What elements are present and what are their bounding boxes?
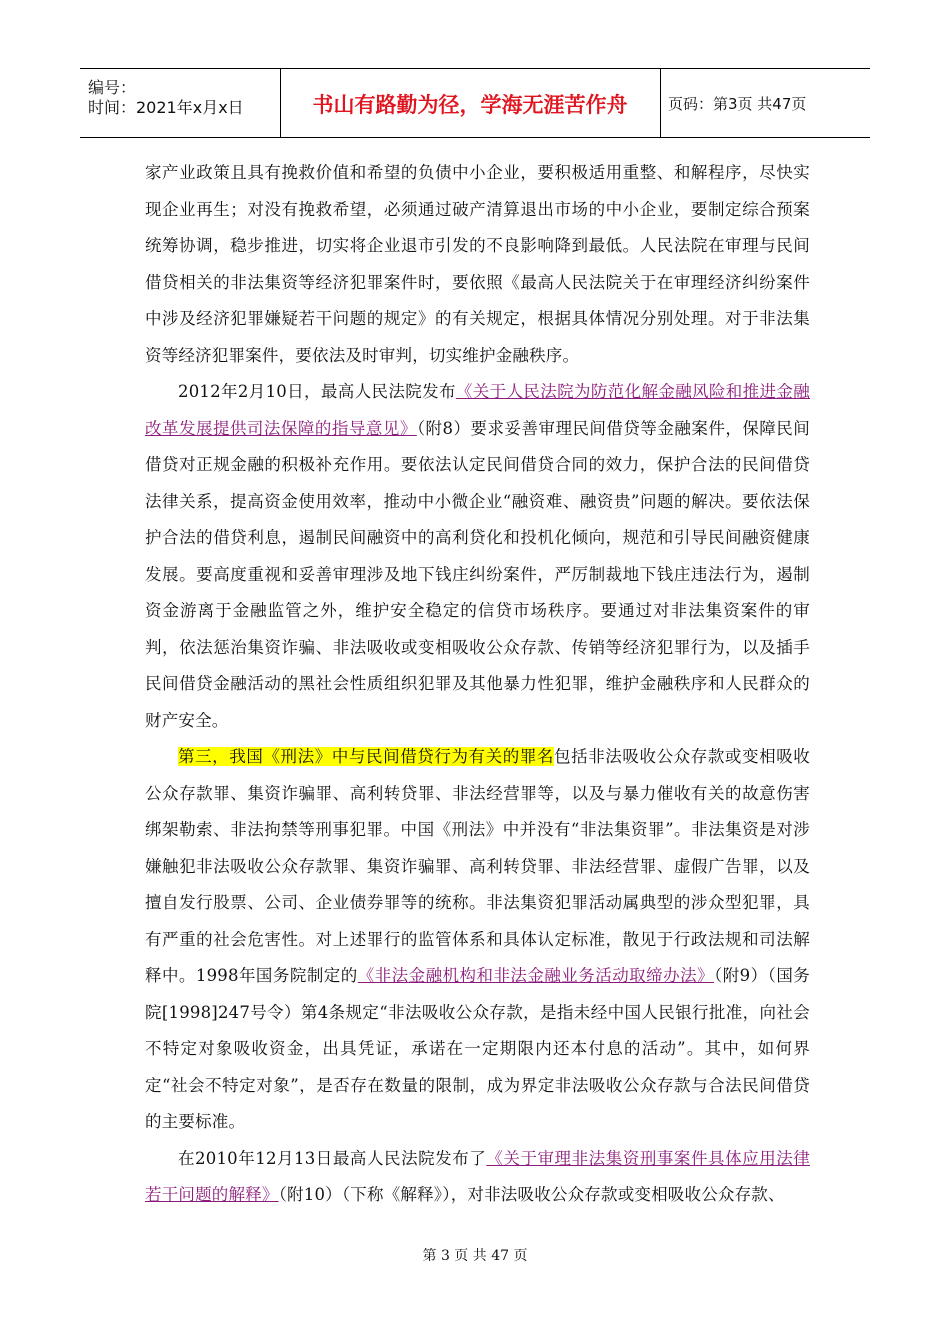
header-meta-cell bbox=[80, 69, 281, 137]
document-body bbox=[145, 155, 810, 1214]
paragraph-3-text-a: 包括非法吸收公众存款或变相吸收公众存款罪、集资诈骗罪、高利转贷罪、非法经营罪等，以及与暴力催收有关的故意伤害绑架勒索、非法拘禁等刑事犯罪。中国《刑法》中并没有“非法集资罪”。非法集资是对涉嫌触犯非法吸收公众存款罪、集资诈骗罪、高利转贷罪、非法经营罪、虚假广告罪，以及擅自发行股票、公司、企业债券罪等的统称。非法集资犯罪活动属典型的涉众型犯罪，具有严重的社会危害性。对上述罪行的监管体系和具体认定标准，散见于行政法规和司法解释中。1998年国务院制定的 bbox=[145, 747, 810, 985]
paragraph-4-text-b: （附10）（下称《解释》），对非法吸收公众存款或变相吸收公众存款、 bbox=[278, 1185, 785, 1204]
paragraph-3 bbox=[145, 739, 810, 1141]
paragraph-3-text-b: （附9）（国务院[1998]247号令）第4条规定“非法吸收公众存款，是指未经中国人民银行批准，向社会不特定对象吸收资金，出具凭证，承诺在一定期限内还本付息的活动”。其中，如何界定“社会不特定对象”，是否存在数量的限制，成为界定非法吸收公众存款与合法民间借贷的主要标准。 bbox=[145, 966, 810, 1131]
judicial-interpretation-link[interactable]: 《关于审理非法集资刑事案件具体应用法律若干问题的解释》 bbox=[145, 1148, 810, 1204]
document-date-label: 时间：2021年x月x日 bbox=[88, 98, 244, 117]
guidance-opinion-link[interactable]: 《关于人民法院为防范化解金融风险和推进金融改革发展提供司法保障的指导意见》 bbox=[145, 382, 810, 438]
paragraph-1: 家产业政策且具有挽救价值和希望的负债中小企业，要积极适用重整、和解程序，尽快实现企业再生；对没有挽救希望，必须通过破产清算退出市场的中小企业，要制定综合预案统筹协调，稳步推进，切实将企业退市引发的不良影响降到最低。人民法院在审理与民间借贷相关的非法集资等经济犯罪案件时，要依照《最高人民法院关于在审理经济纠纷案件中涉及经济犯罪嫌疑若干问题的规定》的有关规定，根据具体情况分别处理。对于非法集资等经济犯罪案件，要依法及时审判，切实维护金融秩序。 bbox=[145, 163, 810, 365]
header-page-number: 页码：第3页 共47页 bbox=[668, 95, 807, 113]
paragraph-4 bbox=[145, 1141, 810, 1214]
header-page-cell bbox=[660, 69, 870, 137]
highlighted-heading: 第三，我国《刑法》中与民间借贷行为有关的罪名 bbox=[178, 747, 555, 766]
document-header bbox=[80, 68, 870, 138]
page-footer: 第 3 页 共 47 页 bbox=[422, 1248, 528, 1264]
document-number-label: 编号： bbox=[88, 78, 137, 97]
paragraph-4-text-a: 在2010年12月13日最高人民法院发布了 bbox=[178, 1148, 487, 1168]
paragraph-2-text-a: 2012年2月10日，最高人民法院发布 bbox=[178, 382, 456, 401]
header-motto-cell bbox=[280, 69, 661, 137]
header-motto: 书山有路勤为径，学海无涯苦作舟 bbox=[312, 93, 628, 117]
illegal-finance-measures-link[interactable]: 《非法金融机构和非法金融业务活动取缔办法》 bbox=[357, 966, 714, 985]
paragraph-2 bbox=[145, 374, 810, 739]
paragraph-2-text-b: （附8）要求妥善审理民间借贷等金融案件，保障民间借贷对正规金融的积极补充作用。要依法认定民间借贷合同的效力，保护合法的民间借贷法律关系，提高资金使用效率，推动中小微企业“融资难、融资贵”问题的解决。要依法保护合法的借贷利息，遏制民间融资中的高利贷化和投机化倾向，规范和引导民间融资健康发展。要高度重视和妥善审理涉及地下钱庄纠纷案件，严厉制裁地下钱庄违法行为，遏制资金游离于金融监管之外，维护安全稳定的信贷市场秩序。要通过对非法集资案件的审判，依法惩治集资诈骗、非法吸收或变相吸收公众存款、传销等经济犯罪行为，以及插手民间借贷金融活动的黑社会性质组织犯罪及其他暴力性犯罪，维护金融秩序和人民群众的财产安全。 bbox=[145, 418, 810, 730]
